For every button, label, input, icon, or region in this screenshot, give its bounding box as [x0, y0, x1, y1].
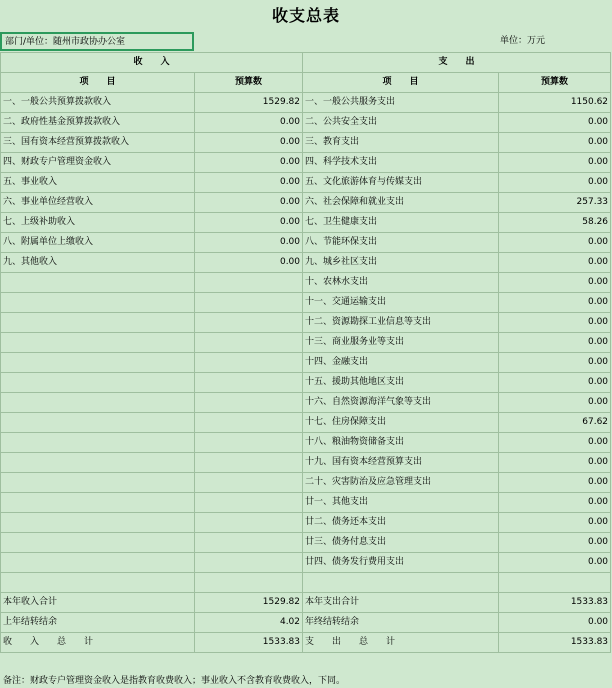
- expense-value-cell[interactable]: 67.62: [499, 413, 611, 433]
- total-row: [1, 613, 611, 633]
- income-item-cell[interactable]: 六、事业单位经营收入: [1, 193, 195, 213]
- income-item-cell[interactable]: 收 入 总 计: [1, 633, 195, 653]
- income-value-cell[interactable]: [195, 433, 303, 453]
- income-value-cell[interactable]: 1529.82: [195, 93, 303, 113]
- expense-value-cell[interactable]: 0.00: [499, 493, 611, 513]
- expense-value-cell[interactable]: 0.00: [499, 153, 611, 173]
- expense-item-cell[interactable]: 二十、灾害防治及应急管理支出: [303, 473, 499, 493]
- income-value-cell[interactable]: [195, 293, 303, 313]
- expense-item-cell[interactable]: 四、科学技术支出: [303, 153, 499, 173]
- income-item-cell[interactable]: [1, 293, 195, 313]
- empty-cell[interactable]: [1, 573, 195, 593]
- expense-item-cell[interactable]: 十四、金融支出: [303, 353, 499, 373]
- total-row: [1, 633, 611, 653]
- table-row: [1, 393, 611, 413]
- expense-item-cell[interactable]: 本年支出合计: [303, 593, 499, 613]
- expense-value-cell[interactable]: 0.00: [499, 453, 611, 473]
- expense-value-cell[interactable]: 0.00: [499, 233, 611, 253]
- expense-item-cell[interactable]: 年终结转结余: [303, 613, 499, 633]
- income-value-cell[interactable]: [195, 553, 303, 573]
- income-item-cell[interactable]: [1, 353, 195, 373]
- expense-item-cell[interactable]: 十五、援助其他地区支出: [303, 373, 499, 393]
- expense-item-cell[interactable]: 十七、住房保障支出: [303, 413, 499, 433]
- income-item-cell[interactable]: [1, 433, 195, 453]
- income-item-cell[interactable]: [1, 513, 195, 533]
- expense-value-cell[interactable]: 0.00: [499, 313, 611, 333]
- income-value-cell[interactable]: 0.00: [195, 153, 303, 173]
- expense-item-cell[interactable]: 九、城乡社区支出: [303, 253, 499, 273]
- expense-item-cell[interactable]: 廿一、其他支出: [303, 493, 499, 513]
- expense-item-cell[interactable]: 六、社会保障和就业支出: [303, 193, 499, 213]
- income-value-cell[interactable]: 4.02: [195, 613, 303, 633]
- income-value-cell[interactable]: [195, 473, 303, 493]
- expense-item-cell[interactable]: 三、教育支出: [303, 133, 499, 153]
- expense-value-cell[interactable]: 0.00: [499, 133, 611, 153]
- expense-value-cell[interactable]: 0.00: [499, 333, 611, 353]
- income-item-cell[interactable]: [1, 493, 195, 513]
- column-header-row: [1, 73, 611, 93]
- table-row: [1, 93, 611, 113]
- expense-value-cell[interactable]: 0.00: [499, 613, 611, 633]
- expense-item-cell[interactable]: 七、卫生健康支出: [303, 213, 499, 233]
- expense-value-cell[interactable]: 0.00: [499, 473, 611, 493]
- expense-value-cell[interactable]: 1150.62: [499, 93, 611, 113]
- expense-value-cell[interactable]: 0.00: [499, 533, 611, 553]
- income-item-cell[interactable]: 一、一般公共预算拨款收入: [1, 93, 195, 113]
- empty-cell[interactable]: [303, 573, 499, 593]
- expense-item-cell[interactable]: 五、文化旅游体育与传媒支出: [303, 173, 499, 193]
- income-value-cell[interactable]: [195, 273, 303, 293]
- income-value-cell[interactable]: [195, 373, 303, 393]
- table-row: [1, 113, 611, 133]
- expense-value-cell[interactable]: 0.00: [499, 393, 611, 413]
- expense-value-cell[interactable]: 0.00: [499, 513, 611, 533]
- income-item-cell[interactable]: [1, 333, 195, 353]
- income-value-cell[interactable]: [195, 413, 303, 433]
- expense-value-cell[interactable]: 1533.83: [499, 633, 611, 653]
- expense-item-cell[interactable]: 一、一般公共服务支出: [303, 93, 499, 113]
- footnote: 备注：财政专户管理资金收入是指教育收费收入；事业收入不含教育收费收入，下同。: [3, 676, 346, 686]
- income-value-cell[interactable]: [195, 353, 303, 373]
- table-row: [1, 133, 611, 153]
- income-item-header: 项 目: [1, 73, 195, 93]
- table-row: [1, 453, 611, 473]
- total-row: [1, 593, 611, 613]
- table-row: [1, 333, 611, 353]
- page-title: 收支总表: [271, 6, 340, 25]
- table-row: [1, 353, 611, 373]
- expense-item-cell[interactable]: 十九、国有资本经营预算支出: [303, 453, 499, 473]
- table-row: [1, 233, 611, 253]
- income-value-cell[interactable]: [195, 393, 303, 413]
- table-row: [1, 173, 611, 193]
- table-row: [1, 533, 611, 553]
- income-section-header: 收 入: [1, 53, 303, 73]
- income-expense-table: [0, 52, 611, 653]
- income-value-cell[interactable]: 0.00: [195, 193, 303, 213]
- income-value-cell[interactable]: 0.00: [195, 213, 303, 233]
- department-cell[interactable]: 部门/单位：随州市政协办公室: [0, 32, 194, 51]
- income-item-cell[interactable]: 五、事业收入: [1, 173, 195, 193]
- income-item-cell[interactable]: 上年结转结余: [1, 613, 195, 633]
- expense-value-cell[interactable]: 0.00: [499, 553, 611, 573]
- income-value-cell[interactable]: 0.00: [195, 233, 303, 253]
- section-header-row: [1, 53, 611, 73]
- income-item-cell[interactable]: [1, 473, 195, 493]
- expense-item-cell[interactable]: 十二、资源勘探工业信息等支出: [303, 313, 499, 333]
- expense-item-cell[interactable]: 十一、交通运输支出: [303, 293, 499, 313]
- expense-section-header: 支 出: [303, 53, 611, 73]
- income-value-cell[interactable]: [195, 333, 303, 353]
- income-value-cell[interactable]: [195, 453, 303, 473]
- table-row: [1, 193, 611, 213]
- expense-item-cell[interactable]: 廿三、债务付息支出: [303, 533, 499, 553]
- expense-value-cell[interactable]: 0.00: [499, 433, 611, 453]
- expense-value-cell[interactable]: 1533.83: [499, 593, 611, 613]
- income-value-cell[interactable]: 0.00: [195, 113, 303, 133]
- income-value-cell[interactable]: 0.00: [195, 133, 303, 153]
- empty-cell[interactable]: [195, 573, 303, 593]
- expense-item-cell[interactable]: 八、节能环保支出: [303, 233, 499, 253]
- income-item-cell[interactable]: [1, 453, 195, 473]
- income-item-cell[interactable]: 九、其他收入: [1, 253, 195, 273]
- income-item-cell[interactable]: [1, 553, 195, 573]
- table-row: [1, 213, 611, 233]
- expense-value-cell[interactable]: 257.33: [499, 193, 611, 213]
- table-row: [1, 253, 611, 273]
- income-item-cell[interactable]: [1, 373, 195, 393]
- table-row: [1, 493, 611, 513]
- expense-item-cell[interactable]: 十八、粮油物资储备支出: [303, 433, 499, 453]
- expense-item-cell[interactable]: 二、公共安全支出: [303, 113, 499, 133]
- income-value-cell[interactable]: [195, 493, 303, 513]
- expense-item-cell[interactable]: 十、农林水支出: [303, 273, 499, 293]
- expense-value-cell[interactable]: 0.00: [499, 293, 611, 313]
- expense-item-cell[interactable]: 十六、自然资源海洋气象等支出: [303, 393, 499, 413]
- income-value-cell[interactable]: 1529.82: [195, 593, 303, 613]
- income-item-cell[interactable]: [1, 533, 195, 553]
- blank-row: [1, 573, 611, 593]
- income-item-cell[interactable]: [1, 313, 195, 333]
- table-row: [1, 293, 611, 313]
- table-row: [1, 553, 611, 573]
- income-value-cell[interactable]: 1533.83: [195, 633, 303, 653]
- expense-item-cell[interactable]: 支 出 总 计: [303, 633, 499, 653]
- income-item-cell[interactable]: [1, 413, 195, 433]
- income-item-cell[interactable]: [1, 393, 195, 413]
- table-row: [1, 373, 611, 393]
- expense-value-cell[interactable]: 0.00: [499, 373, 611, 393]
- info-row: [0, 32, 612, 52]
- expense-value-cell[interactable]: 0.00: [499, 253, 611, 273]
- expense-value-cell[interactable]: 0.00: [499, 353, 611, 373]
- expense-item-cell[interactable]: 廿四、债务发行费用支出: [303, 553, 499, 573]
- income-item-cell[interactable]: 四、财政专户管理资金收入: [1, 153, 195, 173]
- table-row: [1, 313, 611, 333]
- expense-item-cell[interactable]: 廿二、债务还本支出: [303, 513, 499, 533]
- expense-value-cell[interactable]: 58.26: [499, 213, 611, 233]
- table-row: [1, 413, 611, 433]
- table-row: [1, 473, 611, 493]
- empty-cell[interactable]: [499, 573, 611, 593]
- expense-value-cell[interactable]: 0.00: [499, 273, 611, 293]
- table-row: [1, 433, 611, 453]
- income-value-cell[interactable]: 0.00: [195, 173, 303, 193]
- expense-value-cell[interactable]: 0.00: [499, 113, 611, 133]
- income-value-cell[interactable]: [195, 513, 303, 533]
- expense-value-cell[interactable]: 0.00: [499, 173, 611, 193]
- unit-label: 单位：万元: [500, 36, 546, 46]
- expense-item-cell[interactable]: 十三、商业服务业等支出: [303, 333, 499, 353]
- income-value-cell[interactable]: [195, 533, 303, 553]
- table-row: [1, 153, 611, 173]
- table-row: [1, 513, 611, 533]
- income-item-cell[interactable]: 本年收入合计: [1, 593, 195, 613]
- income-item-cell[interactable]: [1, 273, 195, 293]
- income-budget-header: 预算数: [195, 73, 303, 93]
- income-item-cell[interactable]: 八、附属单位上缴收入: [1, 233, 195, 253]
- income-item-cell[interactable]: 七、上级补助收入: [1, 213, 195, 233]
- income-value-cell[interactable]: [195, 313, 303, 333]
- income-item-cell[interactable]: 二、政府性基金预算拨款收入: [1, 113, 195, 133]
- expense-budget-header: 预算数: [499, 73, 611, 93]
- table-row: [1, 273, 611, 293]
- expense-item-header: 项 目: [303, 73, 499, 93]
- income-item-cell[interactable]: 三、国有资本经营预算拨款收入: [1, 133, 195, 153]
- income-value-cell[interactable]: 0.00: [195, 253, 303, 273]
